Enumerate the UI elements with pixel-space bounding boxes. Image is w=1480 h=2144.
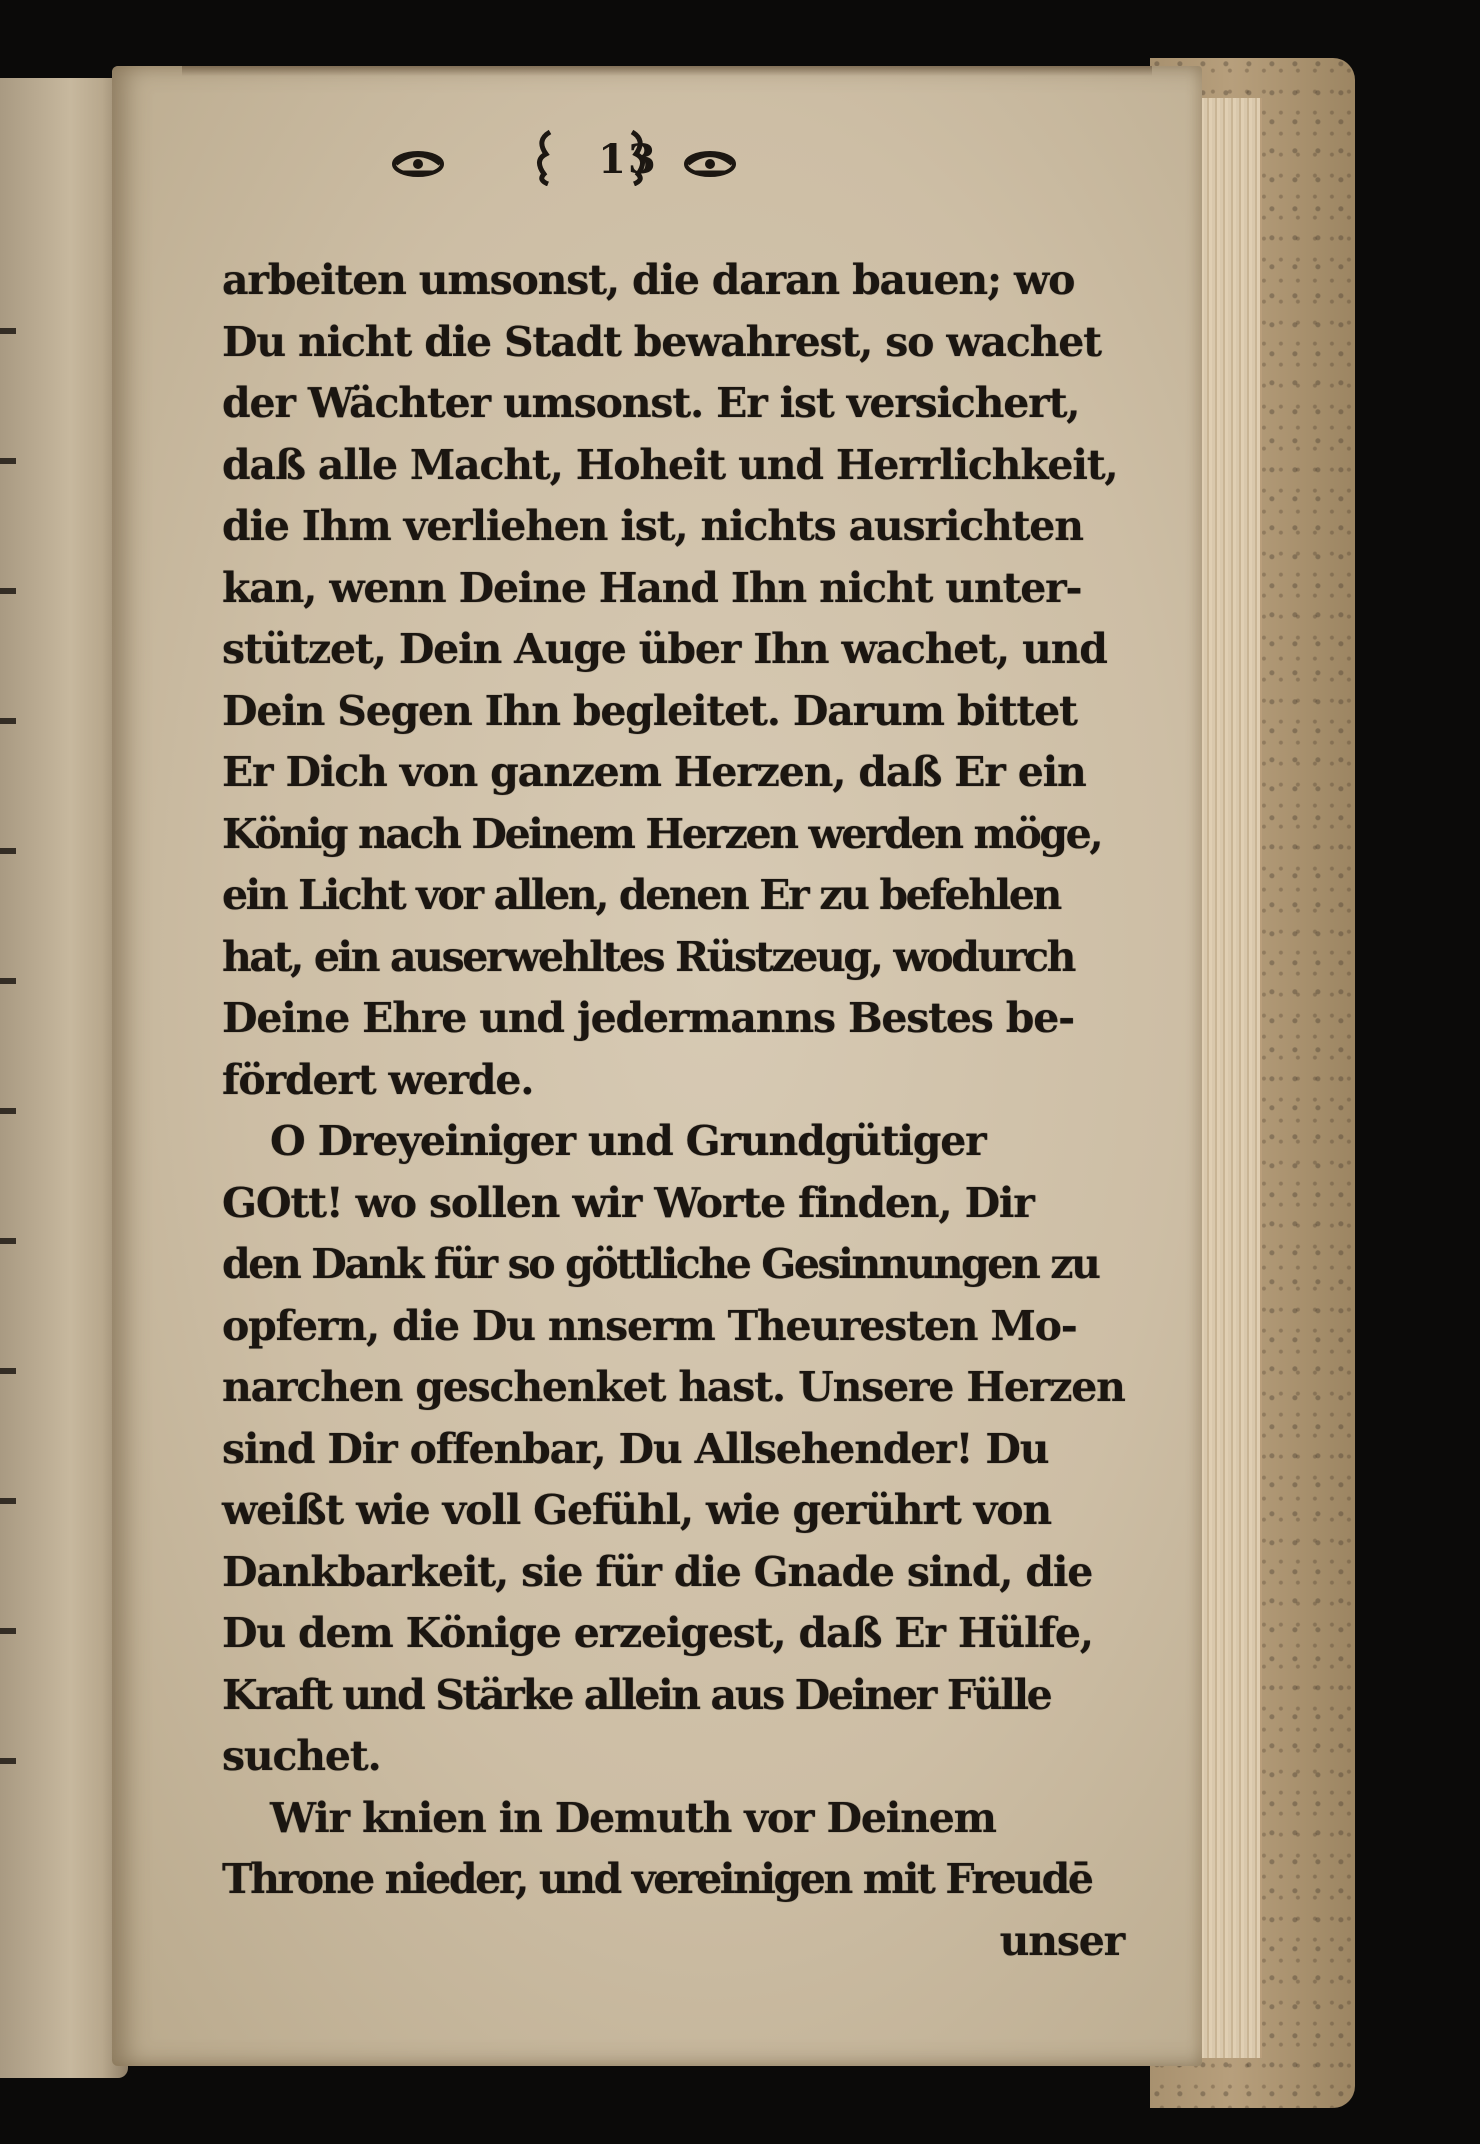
text-line: fördert werde. (222, 1055, 534, 1104)
text-line: kan, wenn Deine Hand Ihn nicht unter- (222, 563, 1082, 612)
text-line: Kraft und Stärke allein aus Deiner Fülle (222, 1670, 1051, 1719)
text-line: daß alle Macht, Hoheit und Herrlichkeit, (222, 440, 1118, 489)
text-line: narchen geschenket hast. Unsere Herzen (222, 1363, 1125, 1411)
text-line: Dankbarkeit, sie für die Gnade sind, die (222, 1547, 1093, 1596)
bracket-right-icon (624, 126, 654, 186)
text-line: hat, ein auserwehltes Rüstzeug, wodurch (222, 932, 1075, 981)
text-line: Wir knien in Demuth vor Deinem (270, 1793, 996, 1842)
text-line: Dein Segen Ihn begleitet. Darum bittet (222, 686, 1077, 735)
text-line: Deine Ehre und jedermanns Bestes be- (222, 994, 1074, 1042)
text-line: opfern, die Du nnserm Theuresten Mo- (222, 1301, 1077, 1350)
bracket-left-icon (528, 126, 558, 186)
text-line: suchet. (222, 1732, 381, 1780)
text-line: weißt wie voll Gefühl, wie gerührt von (222, 1486, 1052, 1534)
text-line: O Dreyeiniger und Grundgütiger (270, 1117, 986, 1165)
text-line: die Ihm verliehen ist, nichts ausrichten (222, 502, 1083, 550)
text-line: den Dank für so göttliche Gesinnungen zu (222, 1240, 1099, 1288)
page-header (388, 112, 948, 192)
text-line: der Wächter umsonst. Er ist versichert, (222, 379, 1080, 427)
text-line: Er Dich von ganzem Herzen, daß Er ein (222, 748, 1086, 796)
fleuron-ornament-icon (680, 142, 740, 180)
text-line: GOtt! wo sollen wir Worte finden, Dir (222, 1178, 1034, 1227)
body-text (222, 250, 1124, 1972)
text-line: König nach Deinem Herzen werden möge, (222, 809, 1102, 858)
page-number: 13 (598, 136, 658, 183)
text-line: Throne nieder, und vereinigen mit Freudē (222, 1855, 1092, 1903)
text-line: sind Dir offenbar, Du Allsehender! Du (222, 1424, 1049, 1473)
text-line: ein Licht vor allen, denen Er zu befehlen (222, 871, 1060, 919)
text-line: arbeiten umsonst, die daran bauen; wo (222, 256, 1075, 304)
text-line: Du dem Könige erzeigest, daß Er Hülfe, (222, 1609, 1093, 1657)
catchword: unser (999, 1916, 1124, 1965)
fleuron-ornament-icon (388, 142, 448, 180)
left-page-edge (0, 78, 128, 2078)
text-line: stützet, Dein Auge über Ihn wachet, und (222, 625, 1107, 673)
text-line: Du nicht die Stadt bewahrest, so wachet (222, 317, 1101, 366)
left-page-text-edge (0, 328, 16, 1828)
